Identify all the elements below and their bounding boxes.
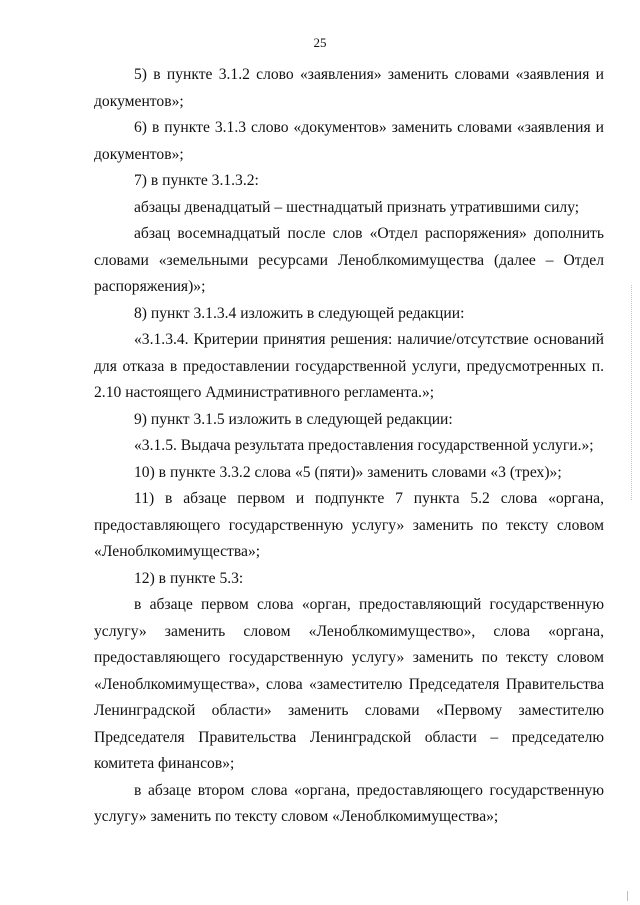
paragraph-abzacy: абзацы двенадцатый – шестнадцатый признать утратившими силу;	[134, 198, 580, 216]
paragraph-item-8: 8) пункт 3.1.3.4 изложить в следующей редакции:	[134, 304, 465, 322]
scan-corner-mark	[627, 891, 632, 901]
paragraph-item-10: 10) в пункте 3.3.2 слова «5 (пяти)» заменить словами «3 (трех)»;	[134, 463, 562, 481]
paragraph-item-11: 11) в абзаце первом и подпункте 7 пункта 5.2 слова «органа, предоставляющего государственную услугу» заменить по тексту словом «Леноблкомимущества»;	[94, 490, 604, 560]
page-number: 25	[313, 35, 327, 50]
paragraph-item-5: 5) в пункте 3.1.2 слово «заявления» заменить словами «заявления и документов»;	[94, 66, 604, 110]
paragraph-abzac-first: в абзаце первом слова «орган, предоставляющий государственную услугу» заменить словом «Леноблкомимущество», слова «органа, предоставляющего государственную услугу» заменить по тексту словом «Леноблкомимущества», слова «заместителю Председателя Правительства Ленинградской области» заменить словами «Первому заместителю Председателя Правительства Ленинградской области – председателю комитета финансов»;	[94, 596, 604, 772]
paragraph-item-6: 6) в пункте 3.1.3 слово «документов» заменить словами «заявления и документов»;	[94, 119, 604, 163]
paragraph-quote-3134: «3.1.3.4. Критерии принятия решения: наличие/отсутствие оснований для отказа в предоставлении государственной услуги, предусмотренных п. 2.10 настоящего Административного регламента.»;	[94, 331, 604, 401]
paragraph-abzac-second: в абзаце втором слова «органа, предоставляющего государственную услугу» заменить по тексту словом «Леноблкомимущества»;	[94, 781, 604, 825]
document-body	[94, 62, 604, 831]
paragraph-item-9: 9) пункт 3.1.5 изложить в следующей редакции:	[134, 410, 453, 428]
paragraph-quote-315: «3.1.5. Выдача результата предоставления государственной услуги.»;	[134, 437, 594, 454]
paragraph-item-12: 12) в пункте 5.3:	[134, 569, 244, 587]
paragraph-abzac-18: абзац восемнадцатый после слов «Отдел распоряжения» дополнить словами «земельными ресурсами Леноблкомимущества (далее – Отдел распоряжения)»;	[94, 225, 604, 295]
scan-edge-marks	[631, 285, 636, 500]
paragraph-item-7: 7) в пункте 3.1.3.2:	[134, 172, 259, 189]
